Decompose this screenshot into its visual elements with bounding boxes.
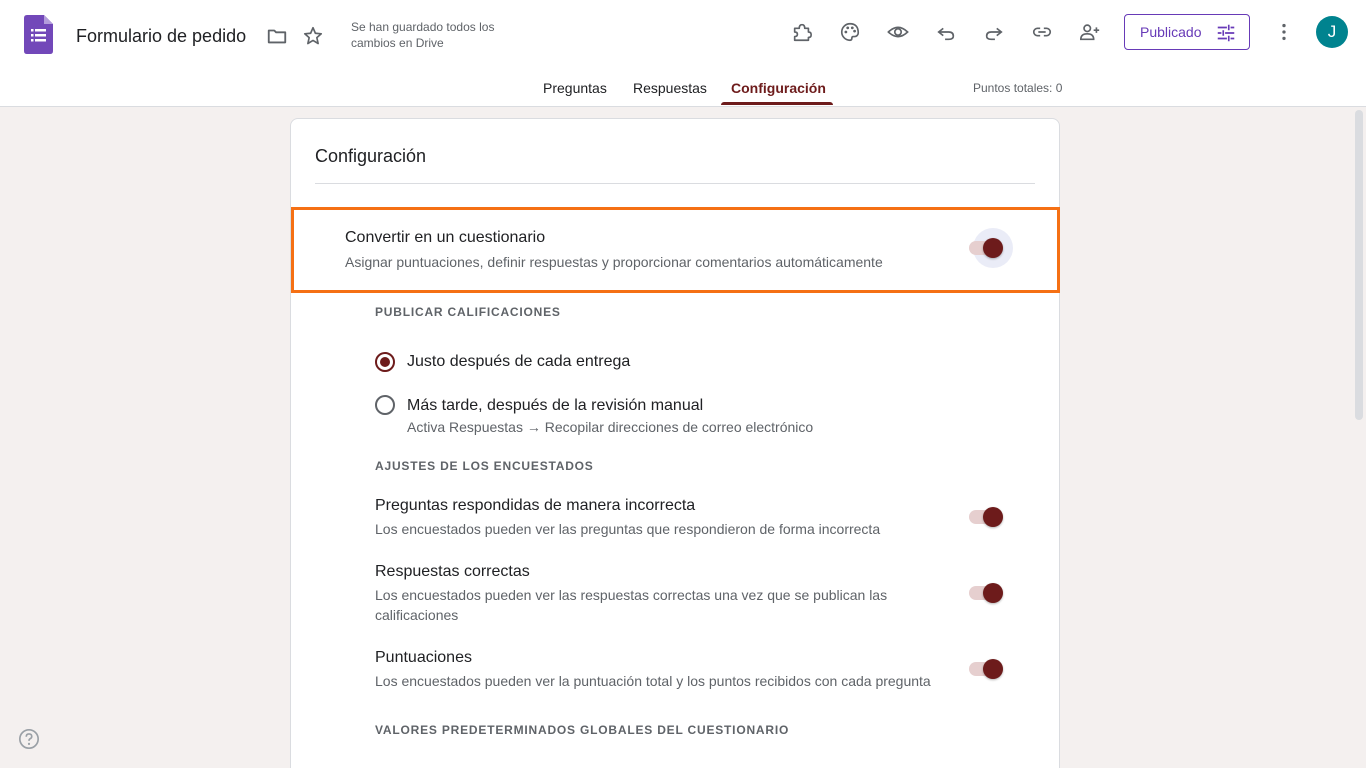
palette-icon[interactable] <box>838 20 862 44</box>
missed-questions-toggle[interactable] <box>967 505 1007 529</box>
release-later-label[interactable]: Más tarde, después de la revisión manual <box>407 397 704 414</box>
tab-bar <box>0 70 1366 107</box>
link-icon[interactable] <box>1030 20 1054 44</box>
add-collaborator-icon[interactable] <box>1078 20 1102 44</box>
card-title: Configuración <box>315 146 427 166</box>
point-values-desc: Los encuestados pueden ver la puntuación total y los puntos recibidos con cada pregunta <box>375 673 931 689</box>
divider <box>315 183 1035 184</box>
addon-icon[interactable] <box>790 20 814 44</box>
scrollbar-thumb[interactable] <box>1355 110 1363 420</box>
document-title[interactable]: Formulario de pedido <box>76 26 247 46</box>
missed-questions-title: Preguntas respondidas de manera incorrecta <box>375 497 696 514</box>
quiz-toggle[interactable] <box>967 236 1007 260</box>
forms-logo-icon[interactable] <box>24 15 53 54</box>
help-icon[interactable] <box>18 728 40 750</box>
tab-settings[interactable]: Configuración <box>731 80 826 96</box>
settings-card <box>290 118 1060 768</box>
account-avatar[interactable]: J <box>1316 16 1348 48</box>
point-values-toggle[interactable] <box>967 657 1007 681</box>
tab-questions[interactable]: Preguntas <box>543 80 607 96</box>
folder-icon[interactable] <box>265 24 289 48</box>
tune-icon <box>1215 22 1237 44</box>
star-icon[interactable] <box>301 24 325 48</box>
quiz-setting-desc: Asignar puntuaciones, definir respuestas y proporcionar comentarios automáticamente <box>345 254 883 270</box>
app-header <box>0 0 1366 107</box>
missed-questions-desc: Los encuestados pueden ver las preguntas que respondieron de forma incorrecta <box>375 521 881 537</box>
correct-answers-title: Respuestas correctas <box>375 563 530 580</box>
quiz-highlight-box <box>291 207 1060 293</box>
release-later-radio[interactable] <box>375 395 395 415</box>
more-vert-icon[interactable] <box>1272 20 1296 44</box>
correct-answers-desc: Los encuestados pueden ver las respuestas correctas una vez que se publican las <box>375 587 888 603</box>
point-values-title: Puntuaciones <box>375 649 472 666</box>
release-immediately-radio[interactable] <box>375 352 395 372</box>
quiz-setting-title: Convertir en un cuestionario <box>345 229 546 246</box>
tab-responses[interactable]: Respuestas <box>633 80 707 96</box>
preview-eye-icon[interactable] <box>886 20 910 44</box>
redo-icon[interactable] <box>982 20 1006 44</box>
undo-icon[interactable] <box>934 20 958 44</box>
total-points: Puntos totales: 0 <box>973 81 1063 95</box>
published-label: Publicado <box>1140 24 1202 40</box>
release-immediately-label[interactable]: Justo después de cada entrega <box>407 353 631 370</box>
active-tab-indicator <box>721 102 833 105</box>
correct-answers-toggle[interactable] <box>967 581 1007 605</box>
global-defaults-label: VALORES PREDETERMINADOS GLOBALES DEL CUESTIONARIO <box>375 723 790 737</box>
save-status: Se han guardado todos los cambios en Drive <box>351 20 495 50</box>
published-button[interactable] <box>1124 14 1250 50</box>
correct-answers-desc-line2: calificaciones <box>375 607 459 623</box>
release-grades-label: PUBLICAR CALIFICACIONES <box>375 305 561 319</box>
release-later-hint: Activa Respuestas → Recopilar direcciones de correo electrónico <box>407 419 814 435</box>
respondent-settings-label: AJUSTES DE LOS ENCUESTADOS <box>375 459 594 473</box>
